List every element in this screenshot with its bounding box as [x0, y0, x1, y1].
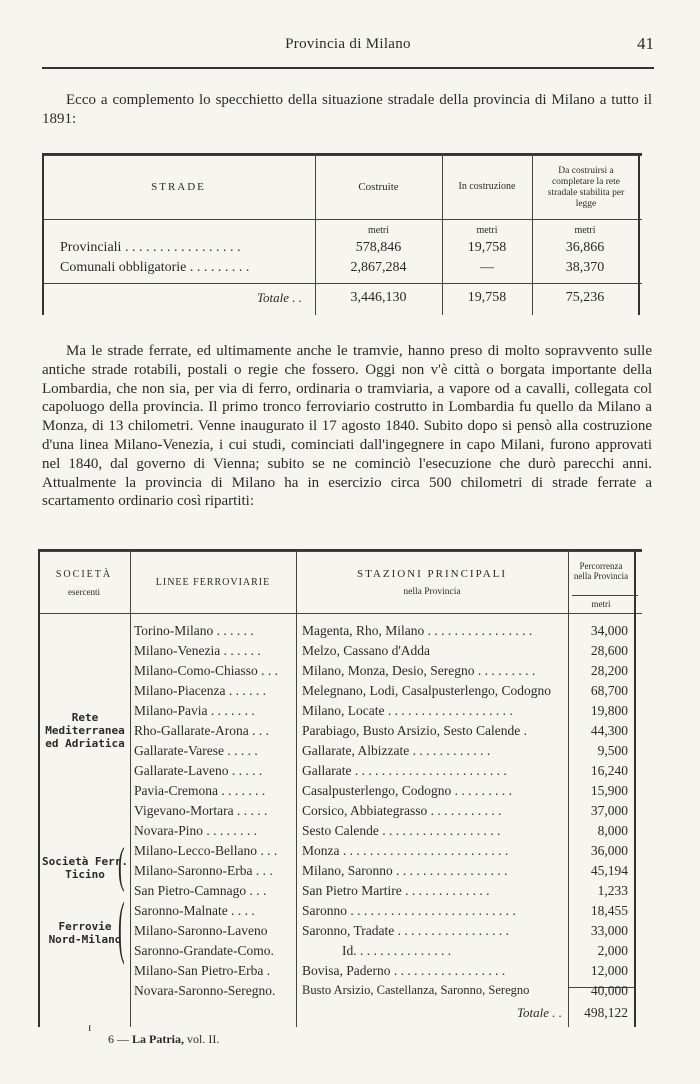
- line-name: San Pietro-Camnago: [134, 883, 247, 898]
- line-name: Milano-Como-Chiasso: [134, 663, 258, 678]
- table-row: Milano-Lecco-Bellano . . . Monza . . . . . . . . . . . . . . . . . . . . . . . . . 36,000: [134, 843, 628, 858]
- line-name: Milano-Piacenza: [134, 683, 226, 698]
- total-label: Totale . .: [516, 1005, 562, 1020]
- distance: 34,000: [590, 623, 628, 638]
- distance: 28,600: [590, 643, 628, 658]
- running-title: Provincia di Milano: [285, 36, 411, 52]
- stations: Saronno, Tradate: [302, 923, 395, 938]
- header-costruite: Costruite: [358, 181, 399, 193]
- header-societa: SOCIETÀ: [55, 569, 113, 580]
- total-value: 3,446,130: [350, 290, 407, 305]
- stations: Milano, Monza, Desio, Seregno: [302, 663, 475, 678]
- line-name: Gallarate-Varese: [134, 743, 224, 758]
- stations: Gallarate, Albizzate: [302, 743, 410, 758]
- distance: 2,000: [597, 943, 628, 958]
- table-row: Milano-Como-Chiasso . . . Milano, Monza, Desio, Seregno . . . . . . . . . 28,200: [134, 663, 628, 678]
- body-paragraph: Ma le strade ferrate, ed ultimamente anche le tramvie, hanno preso di molto sopravvento sulle antiche strade rotabili, postali o regie che fossero. Oggi non v'è città o borgata importante della Lombardia, che non sia, per via di ferro, ordinaria o tramviaria, a vapore od a cavalli, collegata col capoluogo della provincia. Il primo tronco ferroviario costrutto in Lombardia fu quello da Milano a Monza, di 13 chilometri. Venne inaugurato il 17 agosto 1840. Subito dopo si pensò alla costruzione d'una linea Milano-Venezia, i cui studi, cominciati dall'ingegnere in capo Milani, furono approvati nel 1840, dal governo di Vienna; subito se ne cominciò l'esecuzione che durò parecchi anni. Attualmente la provincia di Milano ha in esercizio circa 500 chilometri di strade ferrate a scartamento ordinario così ripartiti:: [42, 343, 652, 510]
- value-cell: 2,867,284: [350, 260, 407, 275]
- table-row: Milano-Saronno-Laveno Saronno, Tradate . . . . . . . . . . . . . . . . . 33,000: [134, 923, 628, 938]
- line-name: Pavia-Cremona: [134, 783, 218, 798]
- distance: 15,900: [590, 783, 628, 798]
- stations: Sesto Calende: [302, 823, 379, 838]
- stations: Bovisa, Paderno: [302, 963, 391, 978]
- value-cell: 38,370: [565, 260, 605, 275]
- distance: 68,700: [590, 683, 628, 698]
- stations: Melzo, Cassano d'Adda: [302, 643, 431, 658]
- table-rule: [42, 153, 44, 315]
- footer: [108, 1032, 219, 1047]
- page-number: 41: [637, 34, 654, 53]
- table-row: Milano-Saronno-Erba . . . Milano, Saronno . . . . . . . . . . . . . . . . . 45,194: [134, 863, 628, 878]
- company-rete-mediterranea: Rete Mediterranea ed Adriatica: [45, 711, 125, 750]
- table-row: Saronno-Grandate-Como. Id. . . . . . . . . . . . . . . 2,000: [134, 943, 628, 958]
- value-cell: —: [480, 260, 494, 275]
- total-row: [38, 1005, 642, 1025]
- company-ferrovia-ticino: Società Ferr. Ticino: [41, 855, 129, 881]
- header-rule: [42, 67, 654, 69]
- header-stazioni: STAZIONI PRINCIPALI: [356, 568, 508, 580]
- stations: Magenta, Rho, Milano: [302, 623, 425, 638]
- table-row: Milano-Venezia . . . . . . Melzo, Cassano d'Adda 28,600: [134, 643, 628, 658]
- header-in-costruzione: In costruzione: [458, 181, 516, 192]
- table-row: Gallarate-Laveno . . . . . Gallarate . . . . . . . . . . . . . . . . . . . . . . . 16,240: [134, 763, 628, 778]
- table-row: San Pietro-Camnago . . . San Pietro Martire . . . . . . . . . . . . . 1,233: [134, 883, 628, 898]
- unit-label: metri: [476, 225, 498, 236]
- table-rule: [572, 595, 638, 596]
- unit-label: metri: [574, 225, 596, 236]
- header-percorrenza: Percorrenza nella Provincia: [573, 561, 629, 581]
- distance: 12,000: [590, 963, 628, 978]
- table-rule: [42, 219, 642, 220]
- stations: Milano, Saronno: [302, 863, 393, 878]
- distance: 37,000: [590, 803, 628, 818]
- line-name: Milano-Venezia: [134, 643, 221, 658]
- stations: Saronno: [302, 903, 347, 918]
- company-ferrovie-nord: Ferrovie Nord-Milano: [48, 920, 122, 946]
- table-rule: [42, 155, 642, 156]
- table-row: Rho-Gallarate-Arona . . . Parabiago, Busto Arsizio, Sesto Calende . 44,300: [134, 723, 628, 738]
- header-unit: metri: [591, 599, 611, 609]
- table-rule: [42, 283, 642, 284]
- table-row: [38, 983, 642, 1003]
- distance: 9,500: [597, 743, 628, 758]
- line-name: Gallarate-Laveno: [134, 763, 229, 778]
- stations: Gallarate: [302, 763, 352, 778]
- stations: Corsico, Abbiategrasso: [302, 803, 428, 818]
- distance: 19,800: [590, 703, 628, 718]
- header-da-costruirsi: Da costruirsi a completare la rete stradale stabilita per legge: [547, 166, 625, 209]
- stations: Monza: [302, 843, 340, 858]
- table-row: Milano-Piacenza . . . . . . Melegnano, Lodi, Casalpusterlengo, Codogno 68,700: [134, 683, 628, 698]
- distance: 28,200: [590, 663, 628, 678]
- distance: 44,300: [590, 723, 628, 738]
- line-name: Milano-Saronno-Laveno: [134, 923, 268, 938]
- value-cell: 19,758: [467, 240, 507, 255]
- line-name: Rho-Gallarate-Arona: [134, 723, 249, 738]
- total-value: 75,236: [565, 290, 605, 305]
- line-name: Novara-Saronno-Seregno.: [134, 983, 276, 998]
- brace-icon: (: [118, 890, 125, 968]
- table-rule: [638, 153, 640, 315]
- footer-title: La Patria,: [132, 1032, 184, 1046]
- distance: 16,240: [590, 763, 628, 778]
- rail-table: [38, 549, 642, 1027]
- ink-mark-icon: ɪ: [88, 1020, 92, 1034]
- unit-label: metri: [367, 225, 390, 236]
- header-strade: STRADE: [151, 181, 206, 193]
- distance: 18,455: [590, 903, 628, 918]
- table-row: Pavia-Cremona . . . . . . . Casalpusterlengo, Codogno . . . . . . . . . 15,900: [134, 783, 628, 798]
- table-row: Milano-Pavia . . . . . . . Milano, Locate . . . . . . . . . . . . . . . . . . . 19,800: [134, 703, 628, 718]
- table-row: Torino-Milano . . . . . . Magenta, Rho, Milano . . . . . . . . . . . . . . . . 34,000: [134, 623, 628, 638]
- row-label-provinciali: Provinciali . . . . . . . . . . . . . . . . .: [60, 240, 241, 255]
- intro-paragraph: Ecco a complemento lo specchietto della situazione stradale della provincia di Milano a tutto il 1891:: [42, 92, 652, 127]
- distance: 1,233: [597, 883, 628, 898]
- header-stazioni-sub: nella Provincia: [403, 587, 461, 597]
- header-linee: LINEE FERROVIARIE: [155, 577, 271, 588]
- stations: Busto Arsizio, Castellanza, Saronno, Seregno: [302, 983, 530, 997]
- line-name: Milano-Saronno-Erba: [134, 863, 253, 878]
- brace-icon: (: [118, 838, 125, 894]
- table-row: Milano-San Pietro-Erba . Bovisa, Paderno . . . . . . . . . . . . . . . . . 12,000: [134, 963, 628, 978]
- table-row: Saronno-Malnate . . . . Saronno . . . . . . . . . . . . . . . . . . . . . . . . . 18,455: [134, 903, 628, 918]
- stations: San Pietro Martire: [302, 883, 402, 898]
- distance: 36,000: [590, 843, 628, 858]
- table-rule: [38, 613, 642, 614]
- line-name: Saronno-Grandate-Como.: [134, 943, 274, 958]
- table-rule: [38, 551, 642, 552]
- stations: Id.: [342, 943, 357, 958]
- roads-table: [42, 153, 642, 315]
- distance: 33,000: [590, 923, 628, 938]
- line-name: Saronno-Malnate: [134, 903, 228, 918]
- stations: Melegnano, Lodi, Casalpusterlengo, Codogno: [302, 683, 551, 698]
- distance: 40,000: [590, 983, 628, 998]
- table-row: Novara-Pino . . . . . . . . Sesto Calende . . . . . . . . . . . . . . . . . . 8,000: [134, 823, 628, 838]
- footer-prefix: 6 —: [108, 1032, 129, 1046]
- distance: 8,000: [597, 823, 628, 838]
- line-name: Milano-Lecco-Bellano: [134, 843, 257, 858]
- header-societa-sub: esercenti: [68, 587, 100, 597]
- table-row: Gallarate-Varese . . . . . Gallarate, Albizzate . . . . . . . . . . . . 9,500: [134, 743, 628, 758]
- footer-volume: vol. II.: [187, 1032, 220, 1046]
- stations: Parabiago, Busto Arsizio, Sesto Calende: [302, 723, 521, 738]
- total-distance: 498,122: [584, 1005, 628, 1020]
- table-row: Vigevano-Mortara . . . . . Corsico, Abbiategrasso . . . . . . . . . . . 37,000: [134, 803, 628, 818]
- running-head: [42, 36, 654, 58]
- stations: Casalpusterlengo, Codogno: [302, 783, 452, 798]
- stations: Milano, Locate: [302, 703, 385, 718]
- line-name: Milano-Pavia: [134, 703, 208, 718]
- line-name: Novara-Pino: [134, 823, 203, 838]
- distance: 45,194: [590, 863, 628, 878]
- total-value: 19,758: [467, 290, 507, 305]
- line-name: Torino-Milano: [134, 623, 214, 638]
- line-name: Vigevano-Mortara: [134, 803, 234, 818]
- value-cell: 578,846: [355, 240, 402, 255]
- row-label-comunali: Comunali obbligatorie . . . . . . . . .: [60, 260, 250, 275]
- value-cell: 36,866: [565, 240, 605, 255]
- line-name: Milano-San Pietro-Erba: [134, 963, 264, 978]
- total-label: Totale . .: [256, 290, 302, 305]
